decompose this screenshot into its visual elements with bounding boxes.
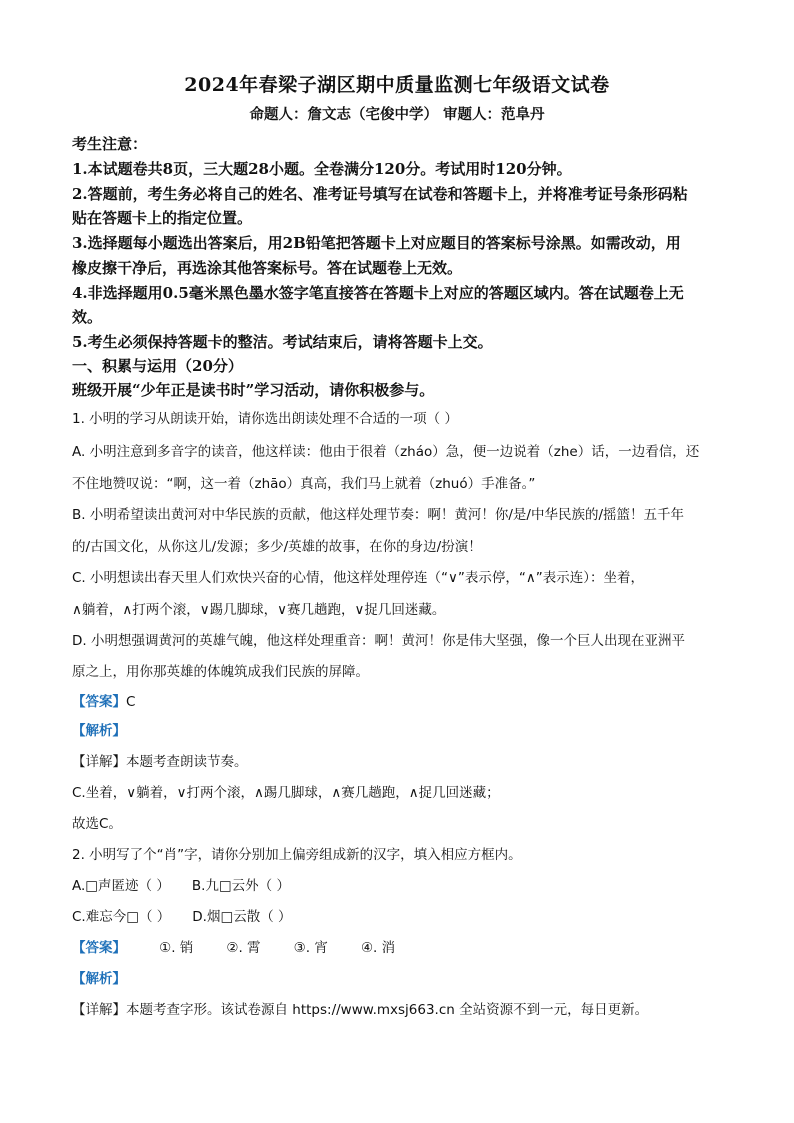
analysis-tag: 【解析】 bbox=[72, 723, 126, 739]
answer-line bbox=[72, 936, 732, 956]
question-stem: 2. 小明写了个“肖”字，请你分别加上偏旁组成新的汉字，填入相应方框内。 bbox=[72, 847, 522, 863]
detail-tag: 【详解】 bbox=[72, 1002, 126, 1018]
notice-item: 2.答题前，考生务必将自己的姓名、准考证号填写在试卷和答题卡上，并将准考证号条形码粘 bbox=[72, 185, 688, 203]
option-b: B.九□云外（ ） bbox=[191, 878, 290, 894]
answer-item: ④. 消 bbox=[360, 940, 396, 956]
detail-tag: 【详解】 bbox=[72, 754, 126, 770]
answer-item: ②. 霄 bbox=[226, 940, 261, 956]
option-text: 原之上，用你那英雄的体魄筑成我们民族的屏障。 bbox=[72, 664, 369, 680]
authors-line: 命题人：詹文志（宅俊中学） 审题人：范阜丹 bbox=[249, 106, 545, 123]
option-text: A. 小明注意到多音字的读音，他这样读：他由于很着（zháo）急，便一边说着（zhe）话，一边看信，还 bbox=[72, 444, 700, 460]
detail-line bbox=[72, 750, 732, 770]
options-row bbox=[72, 874, 732, 894]
option-a: A.□声匿迹（ ） bbox=[72, 878, 170, 894]
answer-item: ①. 销 bbox=[159, 940, 194, 956]
detail-text: 本题考查字形。该试卷源自 https://www.mxsj663.cn 全站资源不到一元，每日更新。 bbox=[126, 1002, 649, 1018]
option-text: D. 小明想强调黄河的英雄气魄，他这样处理重音：啊！黄河！你是伟大坚强，像一个巨人出现在亚洲平 bbox=[72, 633, 685, 649]
notice-item: 3.选择题每小题选出答案后，用2B铅笔把答题卡上对应题目的答案标号涂黑。如需改动，用 bbox=[72, 234, 681, 252]
notice-item: 1.本试题卷共8页，三大题28小题。全卷满分120分。考试用时120分钟。 bbox=[72, 160, 572, 178]
notice-heading: 考生注意： bbox=[72, 135, 148, 153]
options-row bbox=[72, 905, 732, 925]
notice-item: 橡皮擦干净后，再选涂其他答案标号。答在试题卷上无效。 bbox=[72, 259, 463, 277]
option-text: 不住地赞叹说：“啊，这一着（zhāo）真高，我们马上就着（zhuó）手准备。” bbox=[72, 476, 536, 492]
option-text: C. 小明想读出春天里人们欢快兴奋的心情，他这样处理停连（“∨”表示停，“∧”表示连）：坐着， bbox=[72, 570, 644, 586]
answer-value: C bbox=[126, 694, 136, 710]
option-d: D.烟□云散（ ） bbox=[192, 909, 292, 925]
answer-item: ③. 宵 bbox=[293, 940, 328, 956]
detail-text: 故选C。 bbox=[72, 816, 122, 832]
notice-item: 5.考生必须保持答题卡的整洁。考试结束后，请将答题卡上交。 bbox=[72, 333, 493, 351]
section-heading: 一、积累与运用（20分） bbox=[72, 357, 243, 375]
page-title: 2024年春梁子湖区期中质量监测七年级语文试卷 bbox=[184, 74, 610, 96]
analysis-tag: 【解析】 bbox=[72, 971, 126, 987]
question-stem: 1. 小明的学习从朗读开始，请你选出朗读处理不合适的一项（ ） bbox=[72, 411, 458, 427]
option-c: C.难忘今□（ ） bbox=[72, 909, 171, 925]
detail-text: C.坐着，∨躺着，∨打两个滚，∧踢几脚球，∧赛几趟跑，∧捉几回迷藏； bbox=[72, 785, 500, 801]
option-text: ∧躺着，∧打两个滚，∨踢几脚球，∨赛几趟跑，∨捉几回迷藏。 bbox=[72, 602, 446, 618]
detail-line bbox=[72, 998, 732, 1018]
notice-item: 贴在答题卡上的指定位置。 bbox=[72, 209, 253, 227]
answer-tag: 【答案】 bbox=[72, 694, 126, 710]
answer-tag: 【答案】 bbox=[72, 940, 126, 956]
answer-line bbox=[72, 690, 732, 710]
option-text: B. 小明希望读出黄河对中华民族的贡献，他这样处理节奏：啊！黄河！你/是/中华民族的/摇篮！五千年 bbox=[72, 507, 684, 523]
notice-item: 4.非选择题用0.5毫米黑色墨水签字笔直接答在答题卡上对应的答题区域内。答在试题卷上无 bbox=[72, 284, 684, 302]
notice-item: 效。 bbox=[72, 308, 103, 326]
section-intro: 班级开展“少年正是读书时”学习活动，请你积极参与。 bbox=[72, 381, 435, 399]
detail-text: 本题考查朗读节奏。 bbox=[126, 754, 248, 770]
option-text: 的/古国文化，从你这儿/发源；多少/英雄的故事，在你的身边/扮演！ bbox=[72, 539, 482, 555]
